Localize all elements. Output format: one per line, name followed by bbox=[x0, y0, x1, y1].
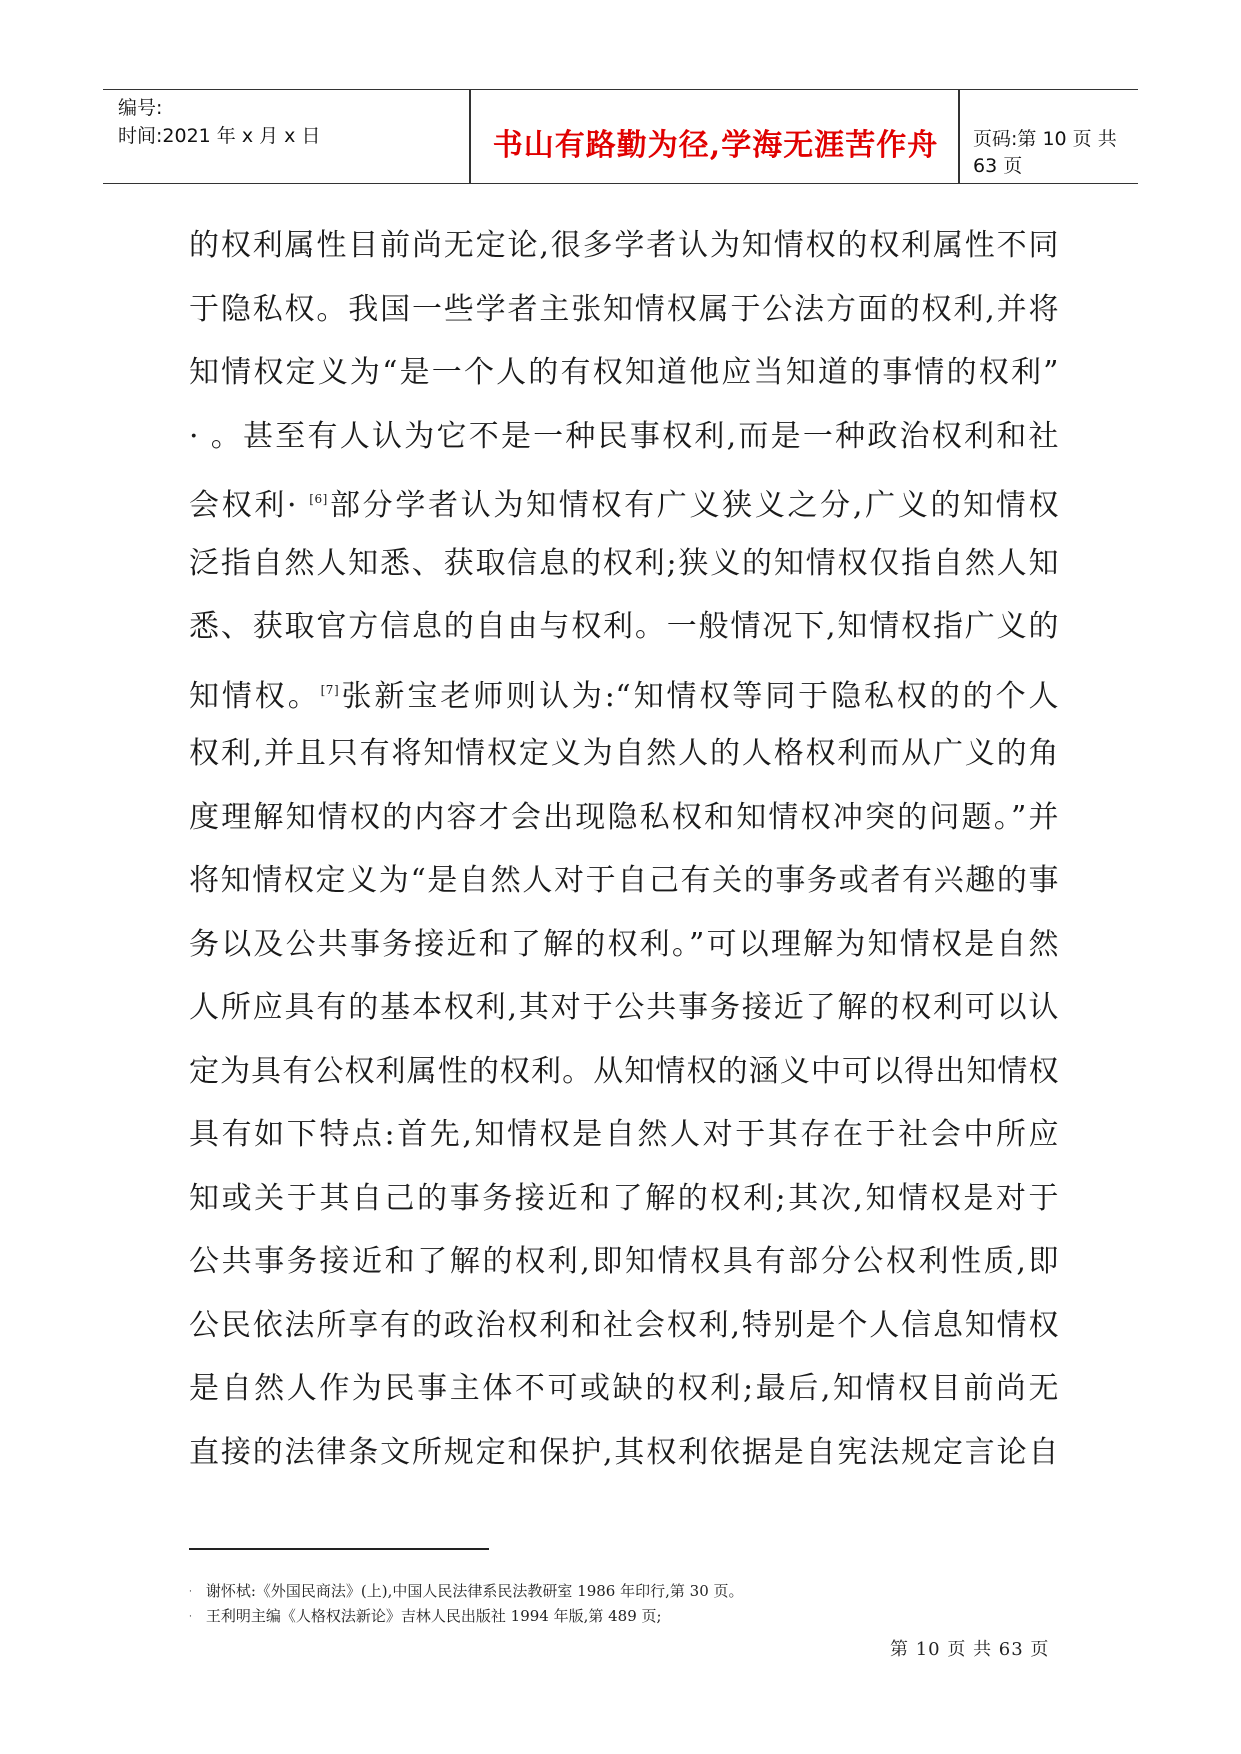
footnote-rule bbox=[189, 1548, 489, 1550]
body-line bbox=[189, 1294, 1059, 1358]
body-line bbox=[189, 1103, 1059, 1167]
body-line-text: 泛指自然人知悉、获取信息的权利;狭义的知情权仅指自然人知 bbox=[189, 545, 1059, 581]
body-line-text: 度理解知情权的内容才会出现隐私权和知情权冲突的问题。”并 bbox=[189, 799, 1059, 835]
header-meta bbox=[118, 94, 320, 150]
body-text bbox=[189, 214, 1059, 1484]
body-line bbox=[189, 1357, 1059, 1421]
body-line bbox=[189, 722, 1059, 786]
body-line-text: 权利,并且只有将知情权定义为自然人的人格权利而从广义的角 bbox=[189, 736, 1059, 771]
body-line bbox=[189, 849, 1059, 913]
footnote-1-mark: · bbox=[189, 1587, 192, 1597]
body-line-text: 知情权。 bbox=[189, 678, 321, 714]
body-line-text: 直接的法律条文所规定和保护,其权利依据是自宪法规定言论自 bbox=[189, 1434, 1059, 1470]
body-line bbox=[189, 468, 1059, 532]
citation-marker: [6] bbox=[309, 492, 328, 506]
body-line bbox=[189, 1421, 1059, 1485]
citation-marker: [7] bbox=[320, 682, 340, 697]
document-header bbox=[103, 89, 1138, 184]
header-motto: 书山有路勤为径,学海无涯苦作舟 bbox=[492, 128, 939, 163]
header-divider-right bbox=[958, 90, 960, 183]
body-line bbox=[189, 1230, 1059, 1294]
header-page-info: 页码:第 10 页 共 63 页 bbox=[973, 128, 1117, 177]
body-line-text: 知情权定义为“是一个人的有权知道他应当知道的事情的权利” bbox=[189, 355, 1059, 390]
body-line-text: 悉、获取官方信息的自由与权利。一般情况下,知情权指广义的 bbox=[189, 609, 1059, 644]
body-line-text: 公共事务接近和了解的权利,即知情权具有部分公权利性质,即 bbox=[189, 1244, 1059, 1279]
footnote-2 bbox=[189, 1605, 662, 1628]
body-line bbox=[189, 976, 1059, 1040]
header-number-label: 编号: bbox=[118, 97, 163, 119]
body-line-text: 人所应具有的基本权利,其对于公共事务接近了解的权利可以认 bbox=[189, 990, 1059, 1025]
body-line-text: 公民依法所享有的政治权利和社会权利,特别是个人信息知情权 bbox=[189, 1307, 1059, 1343]
body-line-text: 的权利属性目前尚无定论,很多学者认为知情权的权利属性不同 bbox=[189, 228, 1059, 263]
body-line-text: 是自然人作为民事主体不可或缺的权利;最后,知情权目前尚无 bbox=[189, 1371, 1059, 1406]
footnote-1 bbox=[189, 1580, 744, 1603]
body-line-text: 会权利· bbox=[189, 488, 310, 523]
body-line bbox=[189, 913, 1059, 977]
body-line bbox=[189, 659, 1059, 723]
body-line bbox=[189, 1167, 1059, 1231]
body-line-text: 知或关于其自己的事务接近和了解的权利;其次,知情权是对于 bbox=[189, 1180, 1059, 1216]
body-line-text: 定为具有公权利属性的权利。从知情权的涵义中可以得出知情权 bbox=[189, 1053, 1059, 1089]
body-line bbox=[189, 405, 1059, 469]
body-line-text: · 。甚至有人认为它不是一种民事权利,而是一种政治权利和社 bbox=[189, 418, 1059, 454]
body-line bbox=[189, 214, 1059, 278]
body-line-text-continued: 张新宝老师则认为:“知情权等同于隐私权的的个人 bbox=[339, 678, 1059, 714]
body-line bbox=[189, 278, 1059, 342]
body-line-text-continued: 部分学者认为知情权有广义狭义之分,广义的知情权 bbox=[327, 488, 1059, 523]
footnote-2-mark: · bbox=[189, 1612, 192, 1622]
page-number: 第 10 页 共 63 页 bbox=[890, 1639, 1050, 1660]
body-line bbox=[189, 1040, 1059, 1104]
body-line-text: 具有如下特点:首先,知情权是自然人对于其存在于社会中所应 bbox=[189, 1117, 1059, 1152]
header-time-label: 时间:2021 年 x 月 x 日 bbox=[118, 125, 321, 147]
footnote-2-text: 王利明主编《人格权法新论》吉林人民出版社 1994 年版,第 489 页; bbox=[205, 1607, 662, 1625]
body-line bbox=[189, 532, 1059, 596]
body-line bbox=[189, 786, 1059, 850]
body-line-text: 于隐私权。我国一些学者主张知情权属于公法方面的权利,并将 bbox=[189, 291, 1059, 327]
body-line-text: 将知情权定义为“是自然人对于自己有关的事务或者有兴趣的事 bbox=[189, 863, 1059, 898]
footnote-1-text: 谢怀栻:《外国民商法》(上),中国人民法律系民法教研室 1986 年印行,第 30 页。 bbox=[205, 1582, 744, 1600]
body-line bbox=[189, 341, 1059, 405]
header-divider-left bbox=[469, 90, 471, 183]
body-line bbox=[189, 595, 1059, 659]
body-line-text: 务以及公共事务接近和了解的权利。”可以理解为知情权是自然 bbox=[189, 926, 1059, 962]
